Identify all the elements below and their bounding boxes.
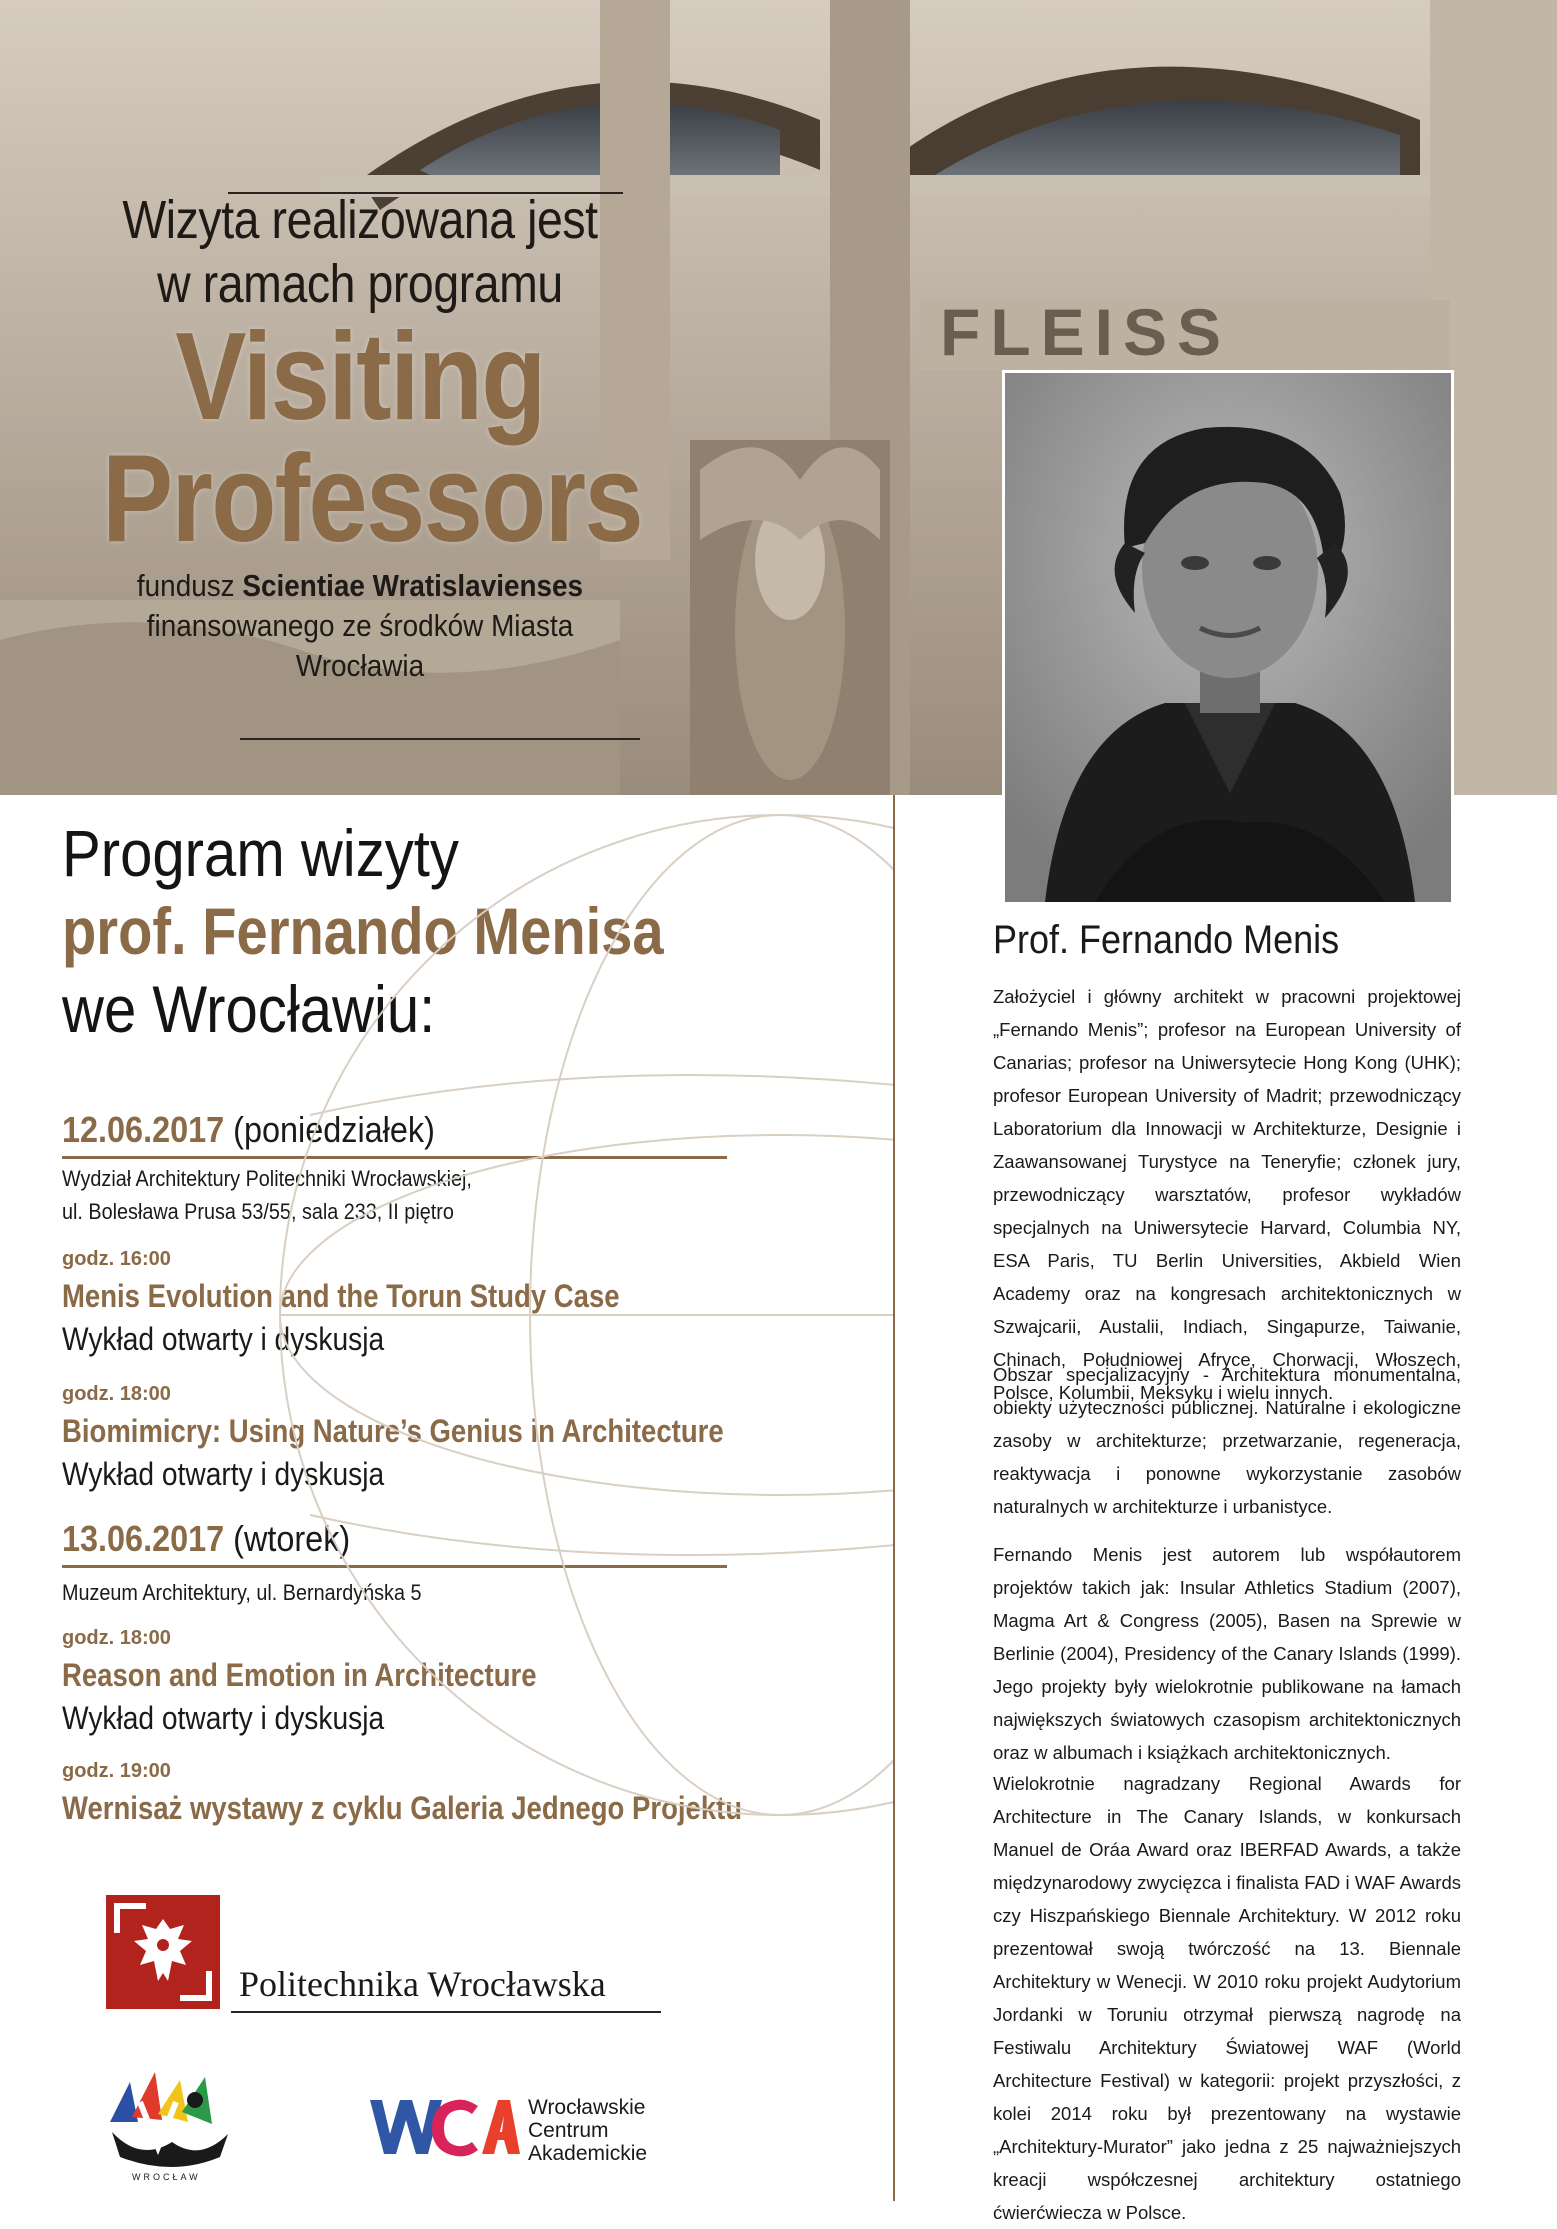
heading-professor-name: prof. Fernando Menisa	[62, 894, 664, 968]
day2-location: Muzeum Architektury, ul. Bernardyńska 5	[62, 1580, 422, 1605]
wroclaw-label: WROCŁAW	[132, 2172, 201, 2182]
program-title-block	[60, 188, 660, 686]
facade-lettering: FLEISS	[940, 295, 1232, 369]
event-time: godz. 16:00	[62, 1248, 171, 1270]
fund-line-2: finansowanego ze środków Miasta Wrocławia	[146, 608, 574, 683]
wca-line-1: Wrocławskie	[528, 2096, 646, 2119]
event-time: godz. 18:00	[62, 1627, 171, 1649]
day1-location-2: ul. Bolesława Prusa 53/55, sala 233, II piętro	[62, 1199, 454, 1224]
day2-weekday: (wtorek)	[233, 1518, 351, 1559]
title-visiting: Visiting	[175, 308, 545, 446]
wca-line-3: Akademickie	[528, 2142, 648, 2165]
portrait-image	[1005, 373, 1451, 902]
wca-line-2: Centrum	[528, 2119, 609, 2142]
event-title: Wernisaż wystawy z cyklu Galeria Jednego Projektu	[62, 1790, 743, 1826]
bio-paragraph-1: Założyciel i główny architekt w pracowni projektowej „Fernando Menis”; profesor na European University of Canarias; profesor na Uniwersytecie Hong Kong (UHK); profesor European University of Madrit; przewodniczący Laboratorium dla Innowacji w Architekturze, Designie i Zaawansowanej Turystyce na Teneryfie; członek jury, przewodniczący warsztatów, profesor wykładów specjalnych na Uniwersytecie Harvard, Columbia NY, ESA Paris, TU Berlin Universities, Akbield Wien Academy oraz na kongresach architektonicznych w Szwajcarii, Austalii, Indiach, Singapurze, Taiwanie, Chinach, Południowej Afryce, Chorwacji, Włoszech, Polsce, Kolumbii, Meksyku i wielu innych.	[993, 986, 1461, 1403]
globe-decoration	[250, 795, 895, 1915]
event-time: godz. 18:00	[62, 1383, 171, 1405]
fund-line-1	[90, 566, 630, 606]
portrait-photo	[1002, 370, 1454, 905]
event-subtitle: Wykład otwarty i dyskusja	[62, 1700, 385, 1736]
fund-rule	[240, 738, 640, 740]
event-subtitle: Wykład otwarty i dyskusja	[62, 1456, 385, 1492]
wca-icon	[370, 2092, 520, 2162]
day1-location-1: Wydział Architektury Politechniki Wrocławskiej,	[62, 1166, 472, 1191]
pwr-name: Politechnika Wrocławska	[239, 1964, 606, 2004]
bio-paragraph-3: Fernando Menis jest autorem lub współautorem projektów takich jak: Insular Athletics Stadium (2007), Magma Art & Congress (2005), Basen na Sprewie w Berlinie (2004), Presidency of the Canary Islands (1999). Jego projekty były wielokrotnie publikowane na łamach największych światowych czasopism architektonicznych oraz w albumach i książkach architektonicznych.	[993, 1544, 1461, 1763]
event-title: Biomimicry: Using Nature’s Genius in Architecture	[62, 1413, 724, 1449]
bio-paragraph-4: Wielokrotnie nagradzany Regional Awards for Architecture in The Canary Islands, w konkursach Manuel de Oráa Award oraz IBERFAD Awards, a także międzynarodowy zwycięzca i finalista FAD i WAF Awards czy Hiszpańskiego Biennale Architektury. W 2012 roku prezentował swoją twórczość na 13. Biennale Architektury w Wenecji. W 2010 roku projekt Audytorium Jordanki w Toruniu otrzymał pierwszą nagrodę na Festiwalu Architektury Światowej WAF (World Architecture Festival) w kategorii: projekt przyszłości, z kolei 2014 roku był prezentowany na wystawie „Architektury-Murator” jako jedna z 25 najważniejszych kreacji współczesnej architektury ostatniego ćwierćwiecza w Polsce.	[993, 1773, 1461, 2223]
bio-paragraph-2: Obszar specjalizacyjny - Architektura monumentalna, obiekty użyteczności publicznej. Naturalne i ekologiczne zasoby w architekturze; przetwarzanie, regeneracja, reaktywacja i ponowne wykorzystanie zasobów naturalnych w architekturze i urbanistyce.	[993, 1364, 1461, 1517]
heading-location: we Wrocławiu:	[62, 972, 436, 1046]
fund-name: Scientiae Wratislavienses	[242, 568, 584, 603]
bio-name: Prof. Fernando Menis	[993, 918, 1340, 962]
pwr-eagle-logo	[106, 1895, 220, 2009]
title-professors: Professors	[102, 430, 642, 568]
column-divider	[893, 795, 895, 2201]
pwr-rule	[231, 2011, 661, 2013]
event-title: Menis Evolution and the Torun Study Case	[62, 1278, 620, 1314]
wroclaw-mark-icon	[100, 2062, 240, 2172]
wca-mark	[370, 2092, 520, 2178]
event-subtitle: Wykład otwarty i dyskusja	[62, 1321, 385, 1357]
day1-weekday: (poniedziałek)	[233, 1109, 435, 1150]
wroclaw-logo	[100, 2062, 240, 2192]
event-title: Reason and Emotion in Architecture	[62, 1657, 537, 1693]
fund-prefix: fundusz	[136, 568, 243, 603]
day1-date-value: 12.06.2017	[62, 1109, 225, 1150]
day2-date-value: 13.06.2017	[62, 1518, 225, 1559]
intro-line-2: w ramach programu	[157, 254, 563, 314]
intro-line-1: Wizyta realizowana jest	[122, 190, 598, 250]
heading-program: Program wizyty	[62, 816, 459, 890]
event-time: godz. 19:00	[62, 1760, 171, 1782]
wca-name	[528, 2096, 647, 2165]
eagle-icon	[106, 1895, 220, 2009]
